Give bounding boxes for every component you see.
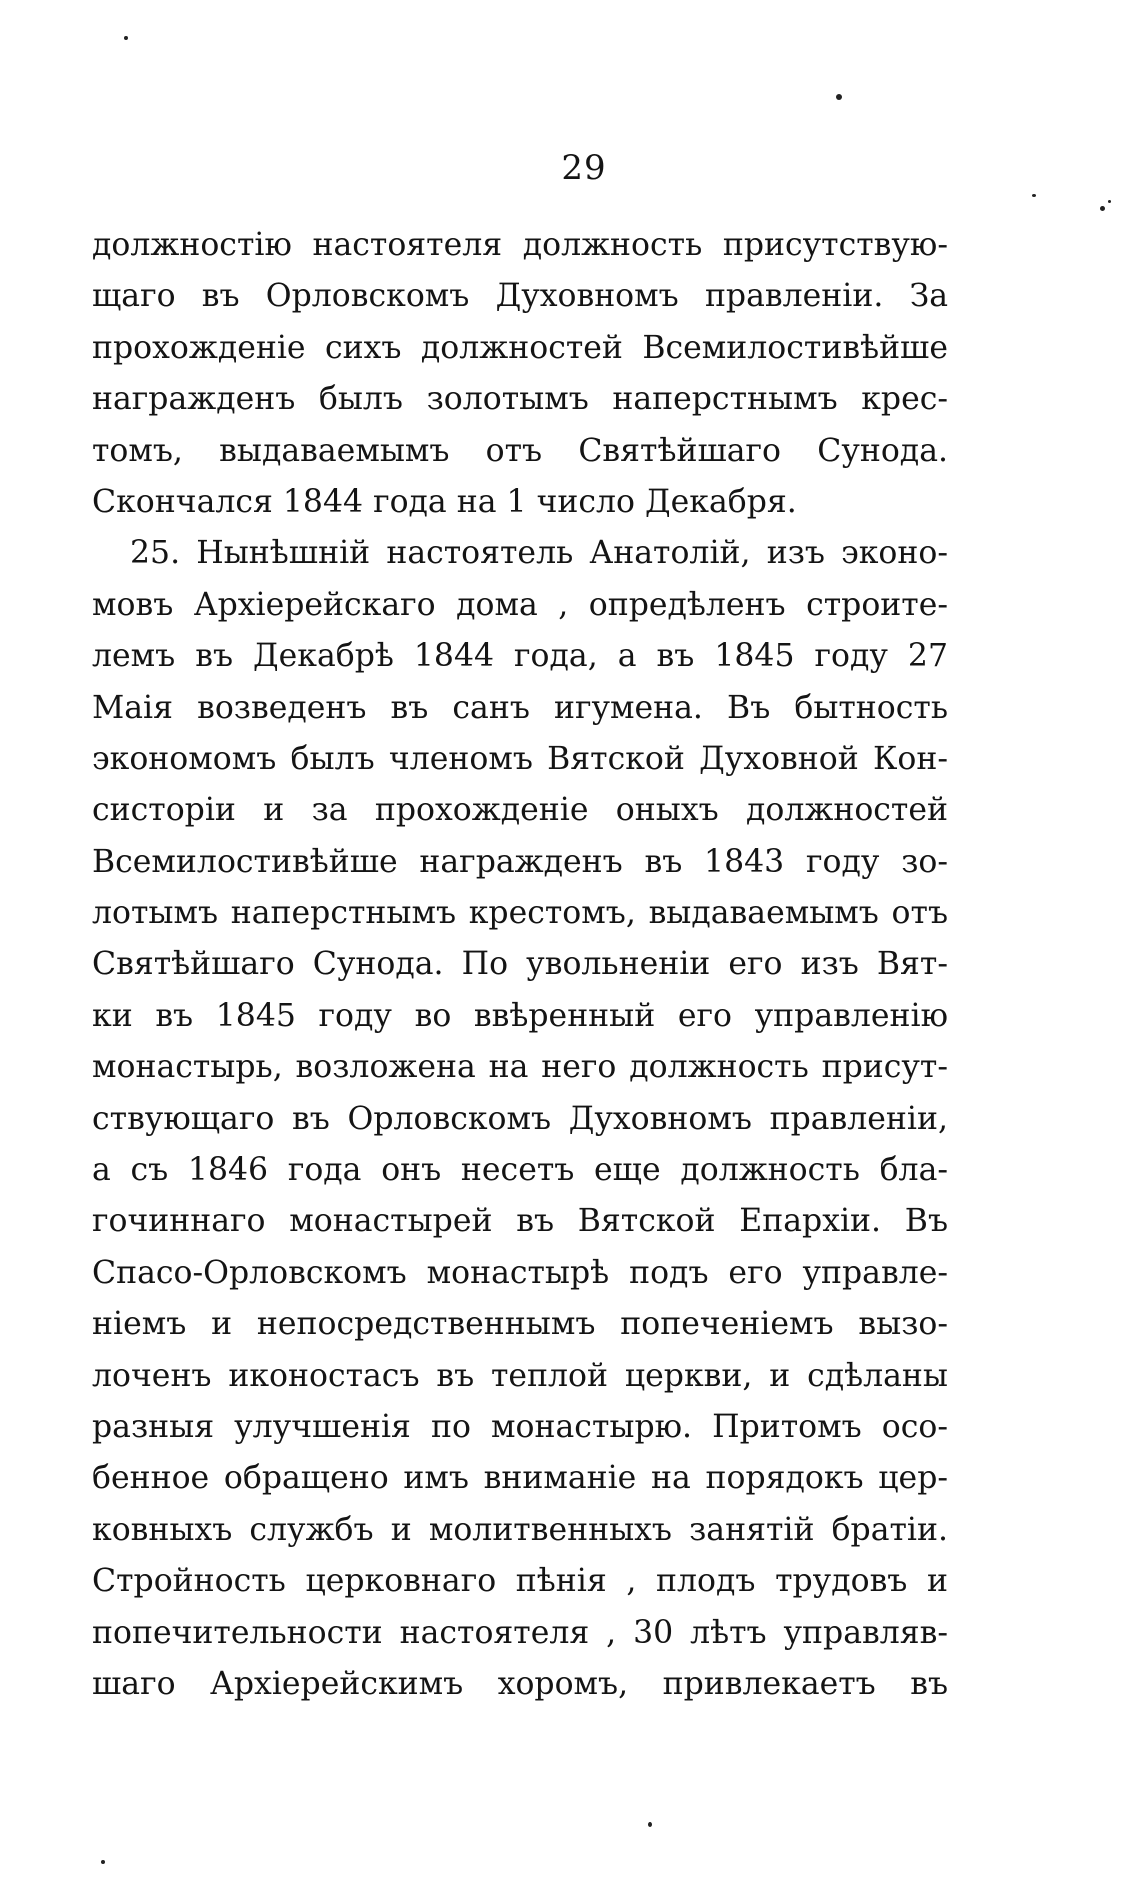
text-line: Спасо-Орловскомъ монастырѣ подъ его управле- [92, 1254, 948, 1291]
text-line: монастырь, возложена на него должность присут- [92, 1049, 948, 1086]
text-line: лоченъ иконостасъ въ теплой церкви, и сдѣланы [92, 1357, 948, 1394]
text-line: награжденъ былъ золотымъ наперстнымъ крес- [92, 381, 948, 418]
text-line: 25. Нынѣшній настоятель Анатолій, изъ эконо- [130, 535, 948, 572]
scan-speck [101, 1860, 105, 1864]
text-line: Маія возведенъ въ санъ игумена. Въ бытность [92, 689, 948, 726]
scan-speck [836, 94, 842, 100]
scan-speck [648, 1822, 652, 1827]
text-line: прохожденіе сихъ должностей Всемилостивѣйше [92, 329, 948, 366]
scan-speck [1108, 200, 1111, 203]
text-line: систоріи и за прохожденіе оныхъ должностей [92, 792, 948, 829]
text-line: бенное обращено имъ вниманіе на порядокъ цер- [92, 1460, 948, 1497]
text-line: должностію настоятеля должность присутствую- [92, 227, 948, 263]
page-number: 29 [561, 148, 607, 188]
scan-speck [124, 36, 128, 40]
text-line: ніемъ и непосредственнымъ попеченіемъ вызо- [92, 1306, 948, 1343]
text-line: шаго Архіерейскимъ хоромъ, привлекаетъ въ [92, 1665, 948, 1702]
text-line: гочиннаго монастырей въ Вятской Епархіи. Въ [92, 1203, 948, 1240]
text-line: Скончался 1844 года на 1 число Декабря. [92, 483, 797, 520]
text-line: мовъ Архіерейскаго дома , опредѣленъ строите- [92, 586, 948, 623]
text-line: разныя улучшенія по монастырю. Притомъ осо- [92, 1408, 948, 1445]
scan-speck [1032, 194, 1036, 197]
text-line: а съ 1846 года онъ несетъ еще должность бла- [92, 1152, 948, 1189]
text-line: экономомъ былъ членомъ Вятской Духовной Кон- [92, 740, 948, 777]
text-line: ковныхъ службъ и молитвенныхъ занятій братіи. [92, 1511, 948, 1548]
text-line: томъ, выдаваемымъ отъ Святѣйшаго Сунода. [92, 432, 948, 469]
scan-speck [1100, 206, 1105, 211]
text-line: лемъ въ Декабрѣ 1844 года, а въ 1845 году 27 [92, 638, 948, 675]
text-line: ствующаго въ Орловскомъ Духовномъ правленіи, [92, 1100, 948, 1137]
text-line: Святѣйшаго Сунода. По увольненіи его изъ Вят- [92, 946, 948, 983]
text-line: Всемилостивѣйше награжденъ въ 1843 году зо- [92, 843, 948, 880]
text-line: лотымъ наперстнымъ крестомъ, выдаваемымъ отъ [92, 895, 948, 932]
text-line: попечительности настоятеля , 30 лѣтъ управляв- [92, 1614, 948, 1651]
text-line: Стройность церковнаго пѣнія , плодъ трудовъ и [92, 1563, 948, 1600]
text-line: ки въ 1845 году во ввѣренный его управленію [92, 997, 948, 1034]
body-text [92, 220, 948, 1710]
text-line: щаго въ Орловскомъ Духовномъ правленіи. За [92, 278, 948, 315]
